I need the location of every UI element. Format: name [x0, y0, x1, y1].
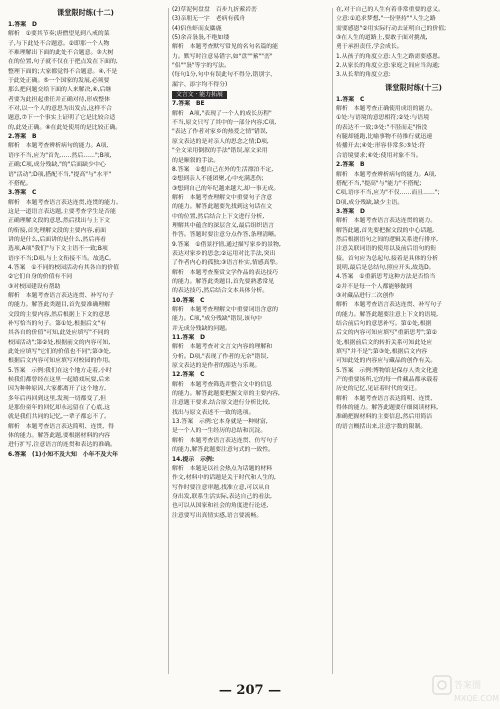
- text-line: 也可以从国家和社会的角度进行论述,: [172, 503, 269, 510]
- text-line: 解析 本题考查语言表达连贯、补写句子: [336, 302, 443, 309]
- text-line: 并无成分残缺的问题。: [172, 325, 231, 332]
- text-line: 多年后再回到这里,发现一切都变了,但: [8, 395, 106, 402]
- page-number: — 207 —: [218, 683, 282, 698]
- text-line: 的能力。解答此类题目,首先要熟悉常见: [172, 278, 275, 285]
- text-line: 整理下面的;大家都觉得不合题意。④,不是: [8, 68, 118, 75]
- text-line: 解析 本题考查理解文中重要句子含意: [172, 194, 273, 201]
- text-line: 漏字、添字均不得分): [172, 81, 228, 88]
- text-line: 的衔接,首先理解文段的主要内容,前面: [8, 227, 106, 234]
- text-line: 解析 本题考查辨析病句的能力。A项,: [336, 171, 437, 178]
- text-line: 的是顺叙的手法。: [172, 157, 220, 164]
- svg-text:MXQE.COM: MXQE.COM: [454, 694, 500, 703]
- text-line: 的,此处正确。⑧在此处使用的是比较正确。: [8, 124, 122, 131]
- text-line: 10.答案 C: [172, 297, 205, 304]
- text-line: 的语言概括出来,注意字数的限制。: [336, 423, 427, 430]
- text-line: 正确理解文段的意思,然后找出与上下文: [8, 218, 111, 225]
- text-line: ③在人生的道路上,要敢于面对挑战,: [336, 35, 428, 42]
- text-line: 的能力。解答此类题目,首先要准确理解: [8, 302, 111, 309]
- text-line: "表达了作者对家乡的热爱之情"错误,: [172, 129, 268, 136]
- text-line: 12.答案 C: [172, 372, 205, 379]
- text-line: 注意关联词语的使用以及前后语句的衔: [336, 246, 437, 253]
- text-line: 力。默写时注意易错字,如"盘""萦""峦": [172, 53, 273, 60]
- text-line: 解析 本题考查语言表达连贯、仿写句子: [172, 437, 279, 444]
- text-line: 者要为此担起重任并正确对待,形成整体: [8, 96, 111, 103]
- section-banner: 文言文 · 能力拓展: [172, 91, 227, 99]
- text-line: 解析 本题考查语言表达简明、连贯、: [336, 395, 437, 402]
- text-line: 不难理解出下面的此处不合题意。③大树: [8, 50, 114, 57]
- text-line: 2.答案 B: [336, 162, 365, 169]
- text-line: 解析 本题考查筛选并整合文中的信息: [172, 381, 273, 388]
- column-divider: [168, 8, 169, 674]
- text-line: "全文采用倒叙的手法"错误,原文采用: [172, 148, 268, 155]
- text-line: ②想到亲人不能团聚,心中充满悲伤;: [172, 176, 264, 183]
- text-line: 表达对家乡的思念;②运用对比手法,突出: [172, 250, 276, 257]
- text-line: ②并不是每一个人都能够做到: [336, 283, 412, 290]
- column-middle: [172, 6, 327, 678]
- text-line: 解析 本题考查默写常见的名句名篇的能: [172, 44, 279, 51]
- text-line: 3.从长辈的角度立意:: [336, 72, 391, 79]
- text-line: 解析 本题考查语言表达简明、连贯、得: [8, 423, 115, 430]
- text-line: ②它们自身的价值有不同: [8, 274, 73, 281]
- text-line: 解析 本题考查语言表达连贯、补写句子: [8, 292, 115, 299]
- text-line: 勇于承担责任,学会成长。: [336, 44, 403, 51]
- text-line: 4.答案 ①不同的校园活动有其各自的价值: [8, 264, 120, 271]
- text-line: ③对藏品进行二次创作: [336, 292, 395, 299]
- text-line: 子,与下此处不合题意。②即那一个人物: [8, 40, 110, 47]
- text-line: 13.答案 示例:它本身就是一种财富,: [172, 419, 268, 426]
- text-line: (2)草泥何盘盘 百步九折萦岩峦: [172, 7, 257, 13]
- text-line: 历史的记忆,见证着时代的变迁。: [336, 386, 421, 393]
- text-line: 语序不当,应为"首先……然后……";B项,: [8, 152, 112, 159]
- text-line: 那么把问题交给下面的人来解决,⑥,后继: [8, 87, 112, 94]
- text-line: 7.答案 BE: [172, 101, 205, 108]
- text-line: 的能力,解答此题要注意句式的一致性。: [172, 447, 275, 454]
- text-line: 处,根据前后文的转折关系可知此处应: [336, 339, 433, 346]
- text-line: 1.答案 D: [8, 22, 37, 28]
- text-line: 5.答案 示例:博物馆是保存人类文化遗: [336, 367, 438, 374]
- text-line: 14.提示 示例:: [172, 456, 215, 463]
- text-line: 补写恰当的句子。第①处,根据后文"有: [8, 321, 107, 327]
- answer-text: [172, 100, 327, 520]
- text-line: 写作时要注意审题,找准立意,可以从自: [172, 484, 270, 491]
- answer-text: [336, 96, 491, 432]
- text-line: 理解其中蕴含的深层含义,最后组织语言: [172, 222, 275, 229]
- text-line: D项,成分残缺,缺少主语。: [336, 199, 404, 206]
- text-line: ①处:与语境的意思相符;②处:与语境: [336, 115, 430, 122]
- text-line: 说明,最后是总结句,照应开头,故选D。: [336, 264, 435, 271]
- text-line: 作文,材料中的话题是关于时代和人生的,: [172, 475, 276, 482]
- svg-text:答案圈: 答案圈: [454, 681, 482, 691]
- text-line: 进行扩写,注意语言的连贯和表达的准确。: [8, 442, 116, 449]
- text-line: 3.答案 D: [336, 208, 365, 215]
- text-line: 体的能力。解答此题,要根据材料的内容: [8, 433, 111, 440]
- text-line: 合语境要求;⑥处:使用对象不当。: [336, 152, 422, 159]
- text-line: 选项,A项"我们"与下文主语不一致;B项: [8, 246, 108, 253]
- text-line: 解析 ①要其节奏;唐僧望见到八戒的菜: [8, 31, 110, 38]
- text-line: C项,语序不当,应为"不仅……而且……";: [336, 190, 440, 197]
- text-line: 不搭配。: [8, 180, 32, 187]
- text-line: 解析 本题是以社会热点为话题的材料: [172, 465, 273, 472]
- text-line: 9.答案 ①借景抒情,通过描写家乡的景物,: [172, 241, 281, 248]
- column-right: [336, 6, 491, 678]
- text-line: 搭配不当,"提高"与"能力"不搭配;: [336, 180, 422, 187]
- text-line: 因为种种原因,大家都离开了这个地方,: [8, 386, 106, 393]
- text-line: 根据后文内容可知应填写对校园的作用。: [8, 358, 115, 365]
- text-line: 校园活动";第②处,根据前文的内容可知,: [8, 339, 111, 346]
- watermark-logo-icon: [432, 675, 500, 705]
- text-line: 分析。D项,"表现了作者的无奈"错误,: [172, 353, 269, 360]
- text-line: 作答。答题时要注意分点作答,条理清晰。: [172, 232, 280, 239]
- text-line: 文段的主要内容,然后根据上下文的意思: [8, 311, 111, 318]
- text-line: 然后根据语句之间的逻辑关系进行排序,: [336, 236, 439, 243]
- text-line: 的能力。解答此题要先找到这句话在文: [172, 204, 273, 211]
- text-line: 解析 本题考查正确使用成语的能力。: [336, 106, 437, 113]
- text-line: 在的位置,句子就不仅在于把点发在下面的,: [8, 59, 118, 66]
- text-line: 接。首句应为总起句,接着是具体的分析: [336, 255, 439, 262]
- text-line: 的表达技巧,然后结合文本具体分析。: [172, 288, 269, 295]
- text-line: 8.答案 ①想自己在外的生活漂泊不定,: [172, 166, 274, 173]
- text-line: 这是一道语言表达题,主要考查学生是否能: [8, 208, 116, 215]
- text-line: 解析 本题考查理解文中重要词语含意的: [172, 307, 279, 313]
- text-line: 解析 A项,"表现了一个人的成长历程": [172, 110, 272, 117]
- text-line: 4.答案 ①重新思考这种方法是否恰当: [336, 274, 436, 281]
- text-line: 产的重要场所,它的每一件藏品都承载着: [336, 377, 439, 384]
- section-title: 课堂限时练(十二): [57, 8, 114, 17]
- text-line: "侣""袅"等字的写法。: [172, 63, 230, 70]
- text-line: 中的位置,然后结合上下文进行分析,: [172, 213, 265, 220]
- text-line: 11.答案 D: [172, 335, 205, 342]
- text-line: 3.答案 C: [8, 190, 37, 197]
- text-line: 5.答案 示例:我们在这个地方走着,小时: [8, 367, 112, 374]
- column-divider: [332, 8, 333, 674]
- text-line: 正确;C项,成分残缺,"的"后面缺少中心: [8, 162, 106, 169]
- text-line: 后文的内容可知应填写"重新思考";第②: [336, 330, 438, 337]
- text-line: 候我们都曾经在这里一起嬉戏玩耍,后来: [8, 377, 111, 384]
- text-line: 于此处正确。⑤一个国家的发展,必须要: [8, 78, 110, 85]
- text-line: 解析 本题考查对文言文内容的理解和: [172, 344, 273, 351]
- text-line: 有腿却能跑,比喻事物不待推行就迅速: [336, 134, 433, 141]
- text-line: 不当,原文只写了其中的一部分内容;C项,: [172, 120, 277, 127]
- text-line: 的能力。解答此题要注意上下文的语境,: [336, 311, 439, 318]
- text-line: 立意:①追求梦想,"一份坚持""人生之路: [336, 16, 436, 23]
- text-line: (3)亲朋无一字 老病有孤舟: [172, 16, 246, 23]
- text-line: 6.答案 (1)小知不及大知 小年不及大年: [8, 451, 119, 458]
- text-line: 注意要写出真情实感,语言要流畅。: [172, 512, 263, 519]
- text-line: 原文表达的是对亲人的思念之情;D项,: [172, 138, 269, 145]
- text-line: 准确把握材料的主要信息,然后用简洁: [336, 414, 433, 421]
- text-line: 注意题干要求,结合原文进行分析比较,: [172, 400, 270, 407]
- text-line: (每句1分,句中有误此句不得分,错别字、: [172, 72, 277, 79]
- answer-page: [8, 6, 492, 678]
- text-line: ③想到自己的年纪越来越大,却一事无成。: [172, 185, 280, 192]
- text-line: 解析 本题考查语言表达连贯的能力。: [336, 218, 437, 225]
- column-left: [8, 6, 163, 678]
- text-line: 可知此处的内容应与藏品的创作有关。: [336, 358, 437, 365]
- text-line: 就是我们共同的记忆,一辈子都忘不了。: [8, 414, 111, 421]
- text-line: 原文表达的是作者的豁达与乐观。: [172, 363, 261, 370]
- text-line: 题意,⑦下一个事实上证明了它是比较合适: [8, 115, 116, 122]
- text-line: 讲的是什么,后面讲的是什么,然后再看: [8, 236, 106, 243]
- text-line: 了作者内心的孤独;③语言朴实,情感真挚。: [172, 260, 282, 267]
- answer-text: [336, 6, 491, 81]
- text-line: ③对校园建设有帮助: [8, 283, 61, 290]
- text-line: 结合前后句的意思补写。第①处,根据: [336, 321, 432, 327]
- text-line: 是那份童年的回忆却永远留在了心底,这: [8, 405, 111, 412]
- text-line: 能力。C项,"成分残缺"错误,该句中: [172, 316, 262, 323]
- answer-text: [8, 21, 163, 460]
- text-line: 1.从孩子的角度立意:人生之路需要感恩。: [336, 53, 444, 60]
- text-line: 填写"并不是";第③处,根据后文内容: [336, 349, 428, 356]
- text-line: 解析 本题考查鉴赏文学作品的表达技巧: [172, 269, 279, 276]
- text-line: 语"活动";D项,搭配不当,"提高"与"水平": [8, 171, 112, 178]
- text-line: 在,对于自己的人生有着非常重要的意义。: [336, 7, 444, 13]
- text-line: 的能力。解答此题要把握文章的主要内容,: [172, 391, 280, 398]
- text-line: (5)余音袅袅,不绝如缕: [172, 35, 230, 42]
- text-line: 解析 本题考查语言表达连贯,连贯的能力。: [8, 199, 122, 206]
- text-line: 是一个人的一生经历的总结和沉淀。: [172, 428, 267, 435]
- section-title: 课堂限时练(十三): [385, 82, 442, 92]
- text-line: 不对,以一个人的意思为出发点,这样不合: [8, 106, 112, 113]
- text-line: 此处应填写"它们的价值也不同";第③处,: [8, 349, 111, 356]
- text-line: 1.答案 C: [336, 96, 365, 103]
- text-line: 解答此题,首先要把握文段的中心话题,: [336, 227, 434, 234]
- text-line: 其各自的价值"可知,此处应填写"不同的: [8, 330, 110, 337]
- answer-text: [172, 6, 327, 90]
- text-line: 语序不当;D项,与上文衔接不当。故选C。: [8, 255, 115, 262]
- text-line: 2.答案 B: [8, 134, 37, 141]
- text-line: 传播开去;④处:形容非常多;⑤处:符: [336, 143, 426, 150]
- text-line: 得体的能力。解答此题要仔细阅读材料,: [336, 405, 439, 412]
- text-line: 的表达不一致;③处:"不胫而走"指没: [336, 124, 428, 131]
- text-line: 身出发,联系生活实际,表达自己的看法,: [172, 493, 272, 500]
- text-line: 2.从家长的角度立意:家庭之间应当沟通;: [336, 63, 440, 70]
- text-line: (4)侣鱼虾而友麋鹿: [172, 25, 222, 32]
- text-line: 解析 本题考查辨析病句的能力。A项,: [8, 143, 109, 150]
- text-line: 找出与原文表述不一致的选项。: [172, 409, 255, 416]
- text-line: 需要感恩"②用实际行动去证明自己的价值;: [336, 25, 447, 32]
